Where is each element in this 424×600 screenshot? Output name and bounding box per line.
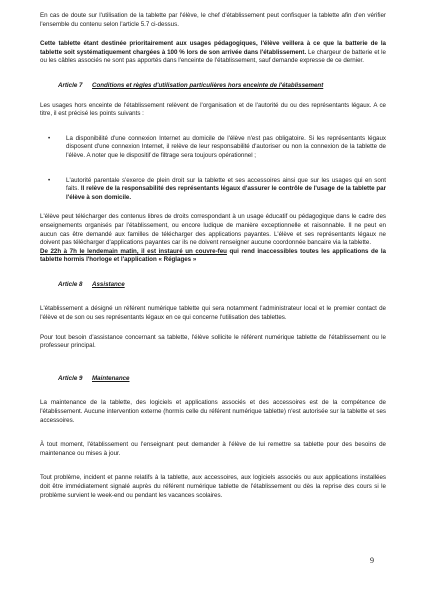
curfew-rule — [40, 248, 386, 265]
article-7-bullet-2 — [48, 177, 386, 203]
bullet-icon: • — [48, 134, 51, 142]
curfew-rule-rest: qui rend inaccessibles toutes les applications de la tablette hormis l'horloge et l'application « Réglages » — [40, 247, 386, 264]
article-7-title: Conditions et règles d'utilisation particulières hors enceinte de l'établissement — [92, 81, 324, 89]
article-7-heading — [40, 82, 386, 91]
intro-paragraph-2 — [40, 40, 386, 66]
article-8-paragraph-1: L'établissement a désigné un référent numérique tablette qui sera notamment l'administrateur local et le premier contact de l'élève et de son ou ses représentants légaux en ce qui concerne l'utilisation des tablettes. — [40, 305, 386, 322]
article-7-paragraph-2: L'élève peut télécharger des contenus libres de droits correspondant à un usage éducatif ou pédagogique dans le cadre des enseignements organisés par l'établissement, ou encore ludique de manière exceptionnelle et raisonnable. Il ne peut en aucun cas être demandé aux familles de télécharger des applications payantes. L'élève et ses représentants légaux ne doivent pas télécharger d'applications payantes car ils ne doivent renseigner aucune coordonnée bancaire via la tablette. — [40, 213, 386, 247]
battery-rule-bold: Cette tablette étant destinée prioritairement aux usages pédagogiques, l'élève veillera à ce que la batterie de la tablette soit systématiquement chargées à 100 % lors de son arrivée dans l'établissement. — [40, 40, 386, 56]
bullet-1-text: La disponibilité d'une connexion Internet au domicile de l'élève n'est pas obligatoire. Si les représentants légaux disposent d'une connexion Internet, il relève de leur responsabilité d'autoriser ou non la connexion de la tablette de l'élève. A noter que le dispositif de filtrage sera toujours opérationnel ; — [66, 134, 386, 159]
article-7-number: Article 7 — [58, 81, 83, 89]
article-9-paragraph-3: Tout problème, incident et panne relatifs à la tablette, aux accessoires, aux logiciels associés ou aux applications installées doit être immédiatement signalé auprès du référent numérique tablette de l'établissement ou dès la reprise des cours si le problème survient le week-end ou pendant les vacances scolaires. — [40, 474, 386, 499]
bullet-icon: • — [48, 176, 51, 184]
article-9-paragraph-1: La maintenance de la tablette, des logiciels et applications associés et des accessoires est de la compétence de l'établissement. Aucune intervention externe (hormis celle du référent numérique tablette) n'est autorisée sur la tablette et ses accessoires. — [40, 399, 386, 424]
page-number: 9 — [370, 556, 374, 565]
bullet-2-text — [66, 177, 386, 203]
article-8-paragraph-2: Pour tout besoin d'assistance concernant sa tablette, l'élève sollicite le référent numérique tablette de l'établissement ou le professeur principal. — [40, 333, 386, 350]
article-9-title: Maintenance — [92, 374, 130, 382]
article-8-heading — [40, 281, 386, 290]
article-9-paragraph-2: À tout moment, l'établissement ou l'enseignant peut demander à l'élève de lui remettre sa tablette pour des besoins de maintenance ou mises à jour. — [40, 441, 386, 457]
article-9-heading — [40, 375, 386, 384]
article-8-number: Article 8 — [58, 280, 83, 288]
document-page — [40, 12, 386, 500]
article-9-number: Article 9 — [58, 374, 83, 382]
article-7-bullet-1 — [48, 135, 386, 161]
battery-rule-rest: Le chargeur de batterie et le ou les câbles associés ne sont pas apportés dans l'enceinte de l'établissement, sauf demande expresse de ce dernier. — [40, 48, 386, 65]
article-8-title: Assistance — [92, 280, 125, 288]
bullet-2-plain: L'autorité parentale s'exerce de plein droit sur la tablette et ses accessoires ainsi que sur les usages qui en sont faits. — [66, 176, 386, 193]
bullet-2-bold: Il relève de la responsabilité des représentants légaux d'assurer le contrôle de l'usage de la tablette par l'élève à son domicile. — [66, 185, 386, 201]
intro-paragraph-1: En cas de doute sur l'utilisation de la tablette par l'élève, le chef d'établissement peut confisquer la tablette afin d'en vérifier l'ensemble du contenu selon l'article 5.7 ci-dessus. — [40, 12, 386, 28]
curfew-rule-underlined: De 22h à 7h le lendemain matin, il est instauré un couvre-feu — [40, 247, 227, 255]
article-7-paragraph-1: Les usages hors enceinte de l'établissement relèvent de l'organisation et de l'autorité du ou des représentants légaux. A ce titre, il est précisé les points suivants : — [40, 101, 386, 118]
